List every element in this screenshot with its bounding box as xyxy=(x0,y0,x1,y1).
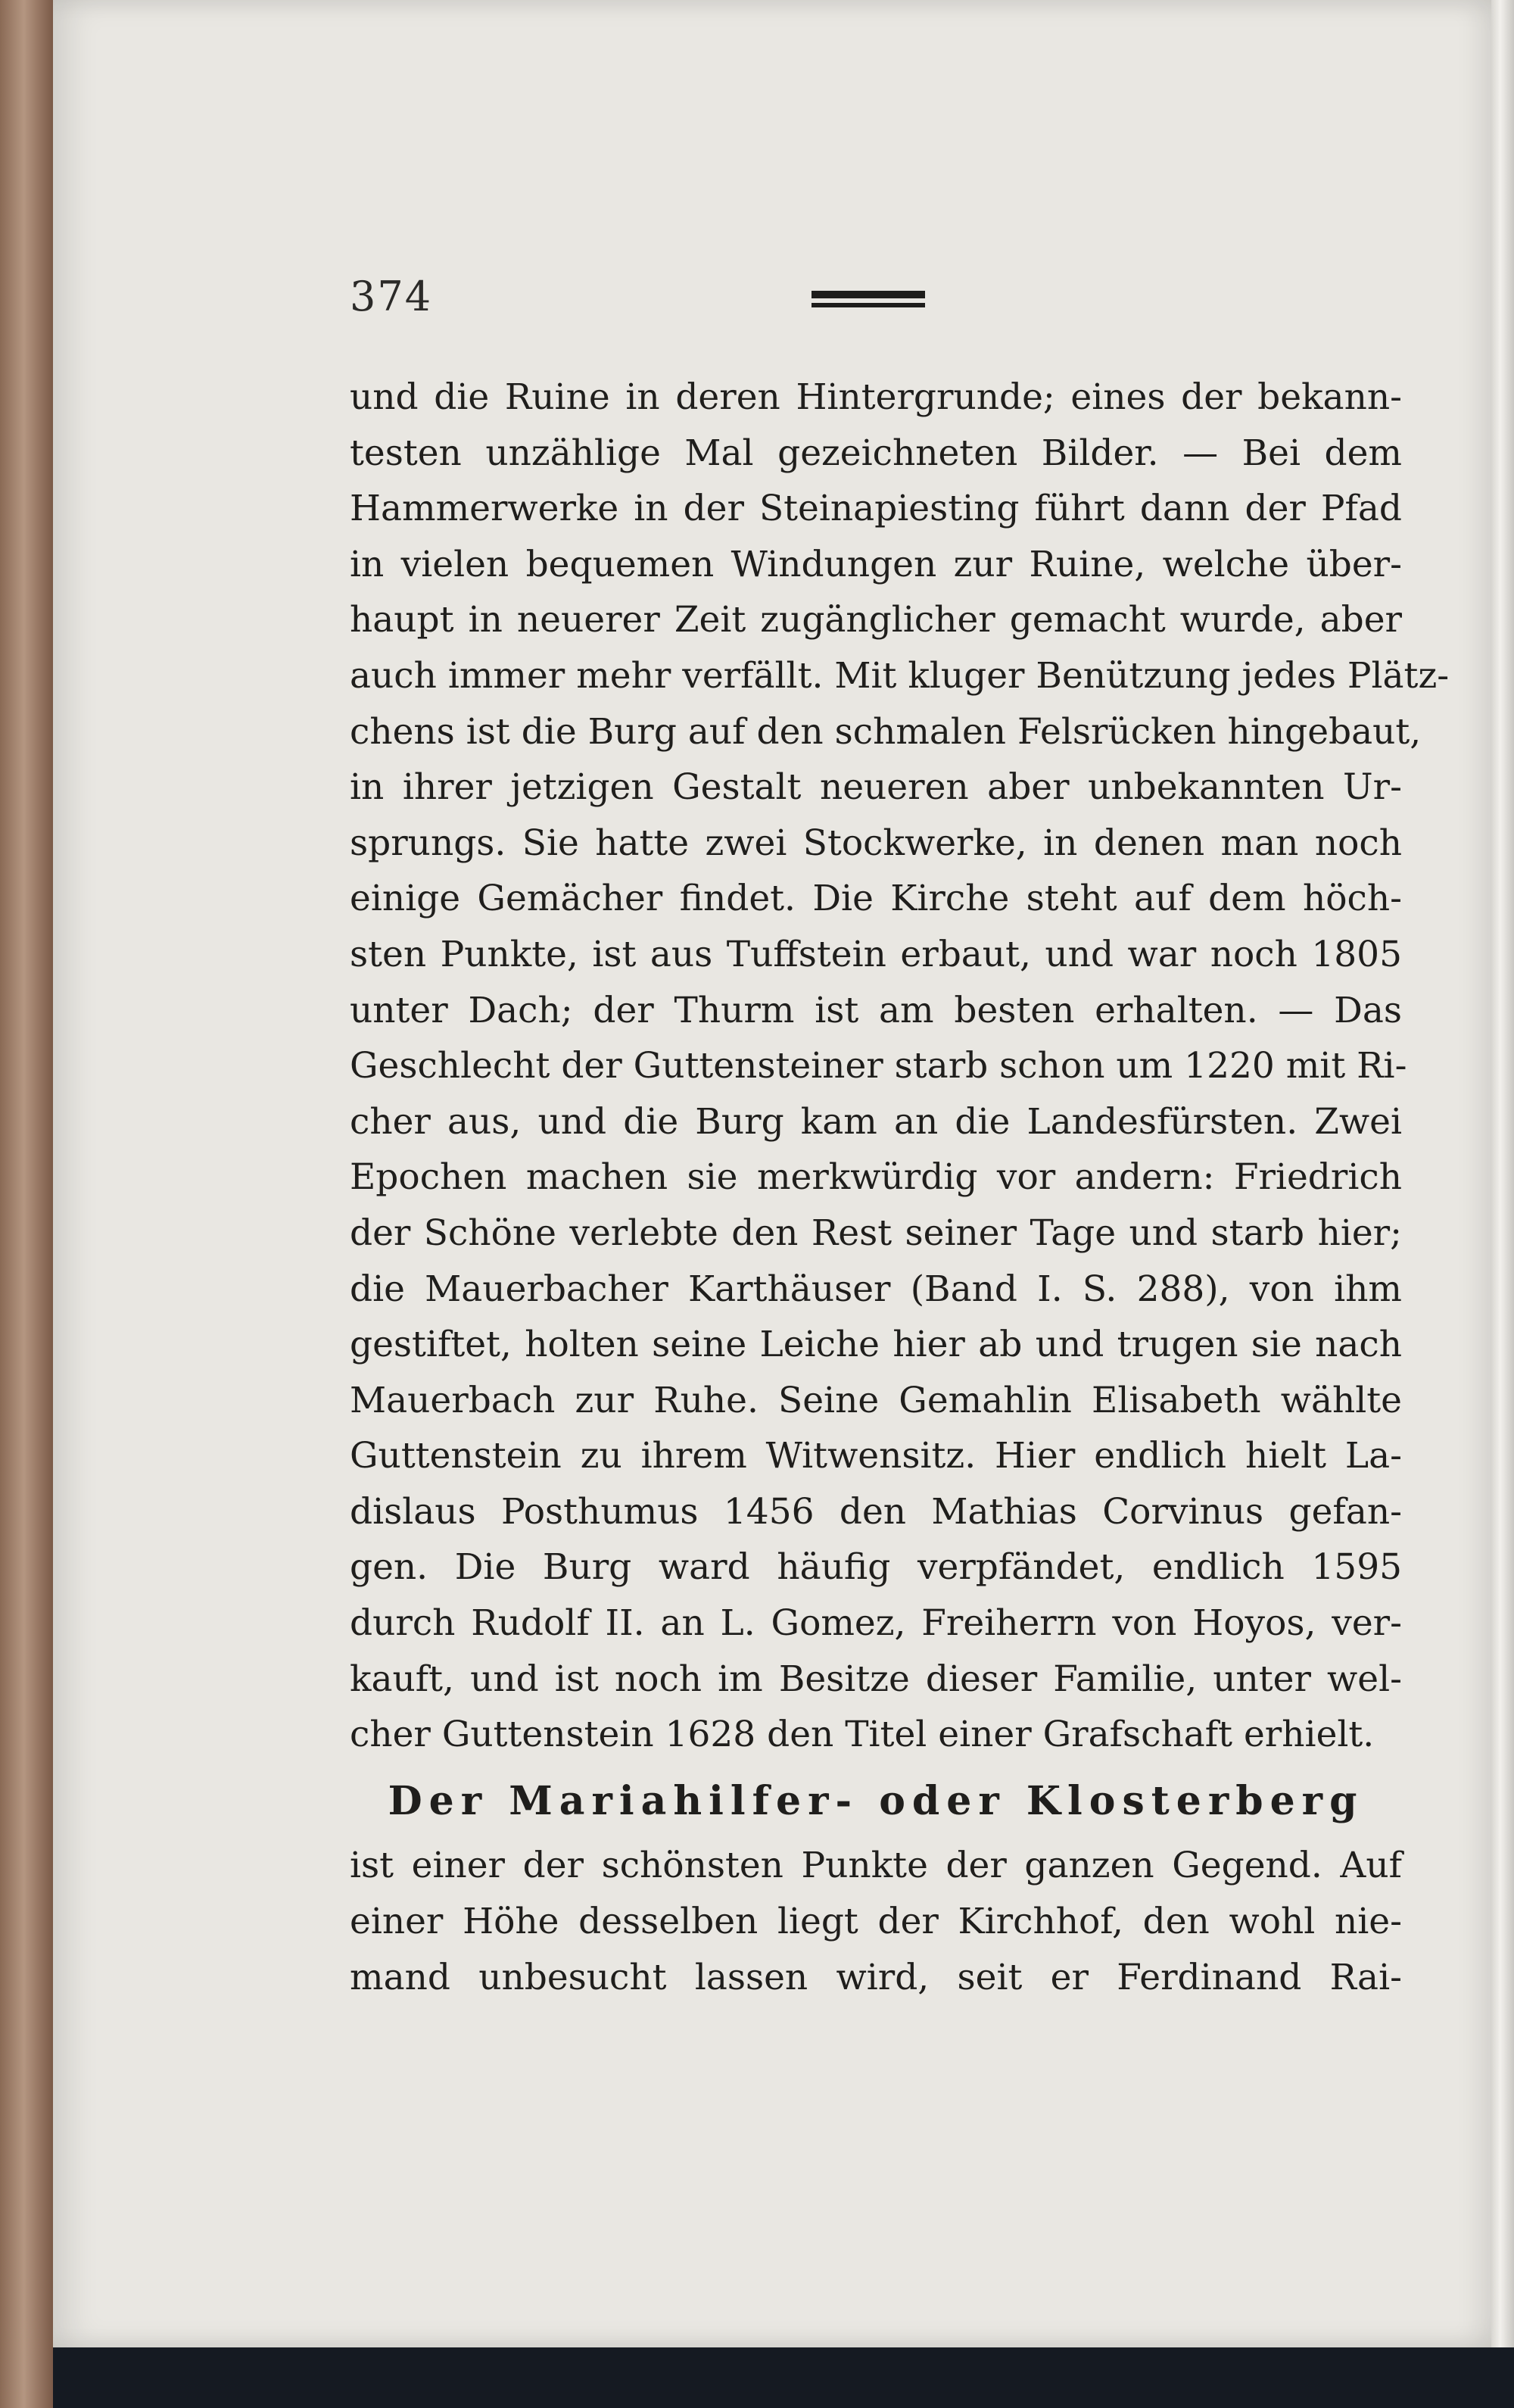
text-line: auch immer mehr verfällt. Mit kluger Benützung jedes Plätz- xyxy=(350,654,1450,697)
header-rule xyxy=(812,291,925,313)
text-line: cher Guttenstein 1628 den Titel einer Grafschaft erhielt. xyxy=(350,1714,1375,1756)
text-line: dislaus Posthumus 1456 den Mathias Corvinus gefan- xyxy=(350,1490,1402,1533)
body-text xyxy=(350,370,1450,2005)
text-line: sten Punkte, ist aus Tuffstein erbaut, und war noch 1805 xyxy=(350,933,1402,975)
text-line: kauft, und ist noch im Besitze dieser Familie, unter wel- xyxy=(350,1658,1402,1700)
page-header xyxy=(350,273,1402,333)
text-line: gestiftet, holten seine Leiche hier ab und trugen sie nach xyxy=(350,1324,1402,1366)
text-line: cher aus, und die Burg kam an die Landesfürsten. Zwei xyxy=(350,1100,1402,1143)
header-rule-thin xyxy=(812,303,925,307)
text-line: testen unzählige Mal gezeichneten Bilder. — Bei dem xyxy=(350,432,1402,474)
text-line: und die Ruine in deren Hintergrunde; eines der bekann- xyxy=(350,376,1402,418)
background-surface xyxy=(53,2347,1514,2408)
text-line: Mauerbach zur Ruhe. Seine Gemahlin Elisabeth wählte xyxy=(350,1379,1402,1421)
text-line: Guttenstein zu ihrem Witwensitz. Hier endlich hielt La- xyxy=(350,1435,1402,1477)
text-line: gen. Die Burg ward häufig verpfändet, endlich 1595 xyxy=(350,1546,1402,1589)
text-line: Epochen machen sie merkwürdig vor andern: Friedrich xyxy=(350,1156,1402,1199)
text-line: Hammerwerke in der Steinapiesting führt dann der Pfad xyxy=(350,488,1402,530)
text-line: Geschlecht der Guttensteiner starb schon um 1220 mit Ri- xyxy=(350,1045,1407,1087)
text-line: einer Höhe desselben liegt der Kirchhof, den wohl nie- xyxy=(350,1901,1402,1943)
text-line: durch Rudolf II. an L. Gomez, Freiherrn von Hoyos, ver- xyxy=(350,1602,1402,1645)
text-line: ist einer der schönsten Punkte der ganzen Gegend. Auf xyxy=(350,1845,1402,1887)
text-line: einige Gemächer findet. Die Kirche steht auf dem höch- xyxy=(350,878,1402,920)
text-line: haupt in neuerer Zeit zugänglicher gemacht wurde, aber xyxy=(350,599,1402,641)
section-heading: Der Mariahilfer- oder Klosterberg xyxy=(388,1777,1364,1824)
header-rule-thick xyxy=(812,291,925,298)
page-number: 374 xyxy=(350,273,433,320)
text-line: mand unbesucht lassen wird, seit er Ferdinand Rai- xyxy=(350,1956,1402,1998)
book-spine-edge xyxy=(0,0,53,2408)
text-line: sprungs. Sie hatte zwei Stockwerke, in denen man noch xyxy=(350,822,1402,864)
text-line: in vielen bequemen Windungen zur Ruine, welche über- xyxy=(350,543,1402,585)
text-line: chens ist die Burg auf den schmalen Felsrücken hingebaut, xyxy=(350,710,1422,753)
text-line: unter Dach; der Thurm ist am besten erhalten. — Das xyxy=(350,989,1402,1031)
text-line: der Schöne verlebte den Rest seiner Tage und starb hier; xyxy=(350,1212,1402,1254)
text-line: die Mauerbacher Karthäuser (Band I. S. 288), von ihm xyxy=(350,1268,1402,1310)
text-line: in ihrer jetzigen Gestalt neueren aber unbekannten Ur- xyxy=(350,766,1402,809)
page-stack-edge xyxy=(1491,0,1514,2363)
